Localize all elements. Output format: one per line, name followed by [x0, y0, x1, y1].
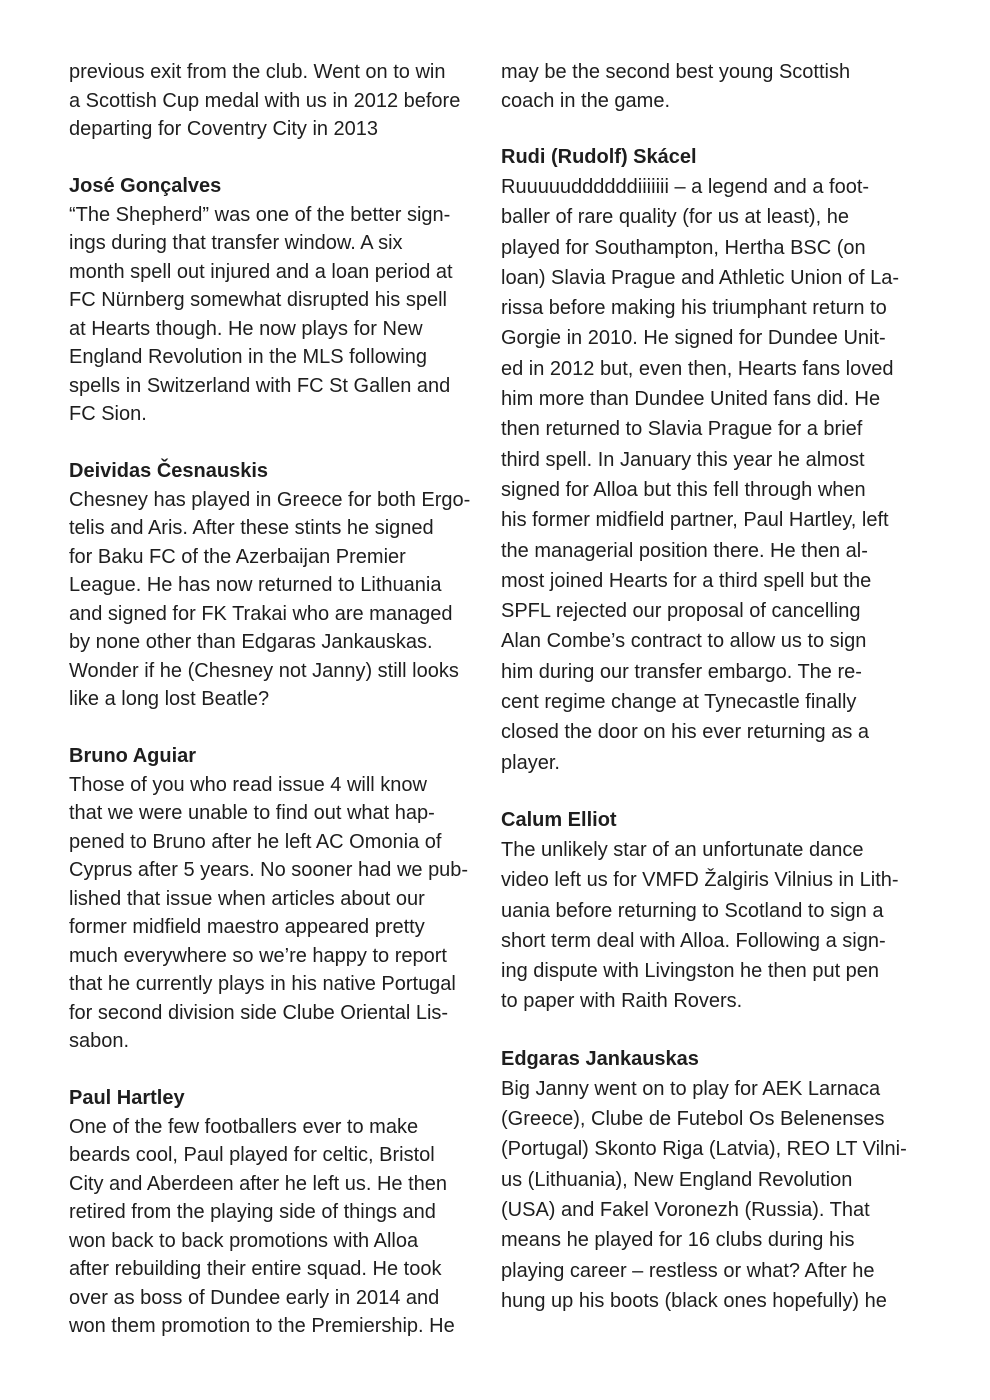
player-name-heading: Deividas Česnauskis: [69, 459, 268, 482]
text-line: and signed for FK Trakai who are managed: [69, 602, 453, 625]
text-line: coach in the game.: [501, 89, 670, 112]
player-paragraph: [69, 486, 489, 714]
text-line: most joined Hearts for a third spell but the: [501, 569, 872, 592]
text-line: Those of you who read issue 4 will know: [69, 773, 427, 796]
text-line: (USA) and Fakel Voronezh (Russia). That: [501, 1198, 870, 1221]
text-line: (Portugal) Skonto Riga (Latvia), REO LT Vilni-: [501, 1138, 907, 1161]
player-paragraph: [501, 172, 925, 778]
text-line: “The Shepherd” was one of the better sign-: [69, 203, 451, 226]
text-line: uania before returning to Scotland to sign a: [501, 899, 884, 922]
text-line: England Revolution in the MLS following: [69, 346, 427, 368]
text-line: month spell out injured and a loan period at: [69, 260, 453, 283]
text-line: Alan Combe’s contract to allow us to sign: [501, 630, 867, 653]
player-section-paul-hartley: [69, 1084, 489, 1341]
text-line: telis and Aris. After these stints he signed: [69, 517, 434, 539]
player-section-jose-goncalves: [69, 172, 489, 429]
text-line: City and Aberdeen after he left us. He then: [69, 1172, 448, 1195]
text-line: for Baku FC of the Azerbaijan Premier: [69, 545, 406, 568]
text-line: ing dispute with Livingston he then put pen: [501, 960, 880, 983]
text-line: sabon.: [69, 1030, 130, 1052]
text-line: him more than Dundee United fans did. He: [501, 388, 881, 411]
text-line: SPFL rejected our proposal of cancelling: [501, 600, 861, 623]
player-name-heading: Paul Hartley: [69, 1086, 185, 1109]
text-line: The unlikely star of an unfortunate dance: [501, 838, 864, 861]
text-line: League. He has now returned to Lithuania: [69, 574, 442, 596]
text-line: loan) Slavia Prague and Athletic Union of La-: [501, 266, 900, 289]
text-line: that we were unable to find out what hap-: [69, 802, 435, 824]
text-line: his former midfield partner, Paul Hartley, left: [501, 509, 889, 532]
text-line: like a long lost Beatle?: [69, 688, 270, 710]
text-line: Gorgie in 2010. He signed for Dundee Unit-: [501, 327, 886, 350]
text-line: player.: [501, 751, 560, 774]
text-line: us (Lithuania), New England Revolution: [501, 1168, 853, 1191]
text-line: spells in Switzerland with FC St Gallen and: [69, 374, 451, 397]
continued-paragraph: [69, 58, 489, 144]
player-section-edgaras-jankauskas: [501, 1045, 925, 1316]
player-section-bruno-aguiar: [69, 742, 489, 1056]
text-line: baller of rare quality (for us at least), he: [501, 206, 849, 229]
text-line: for second division side Clube Oriental Lis-: [69, 1001, 449, 1024]
player-paragraph: [501, 835, 925, 1017]
text-line: short term deal with Alloa. Following a sign-: [501, 929, 886, 952]
text-line: a Scottish Cup medal with us in 2012 before: [69, 89, 461, 112]
text-line: won them promotion to the Premiership. He: [69, 1315, 455, 1337]
text-line: the managerial position there. He then al-: [501, 539, 868, 562]
text-line: after rebuilding their entire squad. He took: [69, 1258, 442, 1280]
text-line: then returned to Slavia Prague for a brief: [501, 418, 863, 441]
text-line: beards cool, Paul played for celtic, Bristol: [69, 1144, 435, 1166]
player-name-heading: José Gonçalves: [69, 174, 222, 197]
text-line: ings during that transfer window. A six: [69, 232, 403, 254]
player-section-rudi-rudolf-skacel: [501, 143, 925, 778]
text-line: FC Sion.: [69, 403, 147, 425]
text-line: Cyprus after 5 years. No sooner had we pub-: [69, 859, 469, 881]
text-line: One of the few footballers ever to make: [69, 1115, 419, 1138]
right-column: [501, 58, 925, 1316]
text-line: FC Nürnberg somewhat disrupted his spell: [69, 289, 447, 311]
player-name-heading: Calum Elliot: [501, 808, 617, 831]
continued-paragraph: [501, 58, 925, 115]
text-line: played for Southampton, Hertha BSC (on: [501, 236, 866, 259]
player-paragraph: [69, 771, 489, 1056]
text-line: won back to back promotions with Alloa: [69, 1229, 419, 1252]
text-line: playing career – restless or what? After he: [501, 1259, 875, 1282]
text-line: to paper with Raith Rovers.: [501, 990, 743, 1013]
player-section-calum-elliot: [501, 806, 925, 1017]
text-line: signed for Alloa but this fell through when: [501, 478, 866, 501]
text-line: that he currently plays in his native Portugal: [69, 973, 456, 995]
text-line: departing for Coventry City in 2013: [69, 118, 379, 140]
player-paragraph: [69, 201, 489, 429]
text-line: third spell. In January this year he almost: [501, 448, 865, 471]
left-column: [69, 58, 489, 1341]
text-line: former midfield maestro appeared pretty: [69, 916, 425, 938]
text-line: means he played for 16 clubs during his: [501, 1229, 855, 1252]
player-paragraph: [69, 1113, 489, 1341]
text-line: Big Janny went on to play for AEK Larnaca: [501, 1077, 881, 1100]
text-line: may be the second best young Scottish: [501, 61, 851, 83]
text-line: over as boss of Dundee early in 2014 and: [69, 1286, 440, 1309]
player-section-deividas-cesnauskis: [69, 457, 489, 714]
text-line: him during our transfer embargo. The re-: [501, 660, 862, 683]
text-line: cent regime change at Tynecastle finally: [501, 691, 857, 714]
player-name-heading: Edgaras Jankauskas: [501, 1047, 699, 1070]
text-line: previous exit from the club. Went on to win: [69, 61, 446, 83]
text-line: Ruuuuuddddddiiiiiii – a legend and a foot-: [501, 176, 870, 198]
text-line: hung up his boots (black ones hopefully) he: [501, 1289, 887, 1312]
text-line: much everywhere so we’re happy to report: [69, 944, 447, 967]
text-line: pened to Bruno after he left AC Omonia of: [69, 830, 442, 853]
text-line: closed the door on his ever returning as a: [501, 721, 869, 744]
text-line: by none other than Edgaras Jankauskas.: [69, 631, 433, 653]
text-line: video left us for VMFD Žalgiris Vilnius in Lith-: [501, 869, 899, 892]
text-line: rissa before making his triumphant return to: [501, 297, 887, 320]
player-name-heading: Rudi (Rudolf) Skácel: [501, 146, 697, 168]
text-line: ed in 2012 but, even then, Hearts fans loved: [501, 357, 894, 380]
player-name-heading: Bruno Aguiar: [69, 744, 197, 767]
text-line: lished that issue when articles about our: [69, 887, 425, 910]
text-line: (Greece), Clube de Futebol Os Belenenses: [501, 1108, 885, 1131]
text-line: retired from the playing side of things and: [69, 1201, 436, 1223]
player-paragraph: [501, 1074, 925, 1316]
text-line: Wonder if he (Chesney not Janny) still looks: [69, 659, 459, 682]
text-line: at Hearts though. He now plays for New: [69, 317, 423, 340]
text-line: Chesney has played in Greece for both Ergo-: [69, 488, 471, 511]
